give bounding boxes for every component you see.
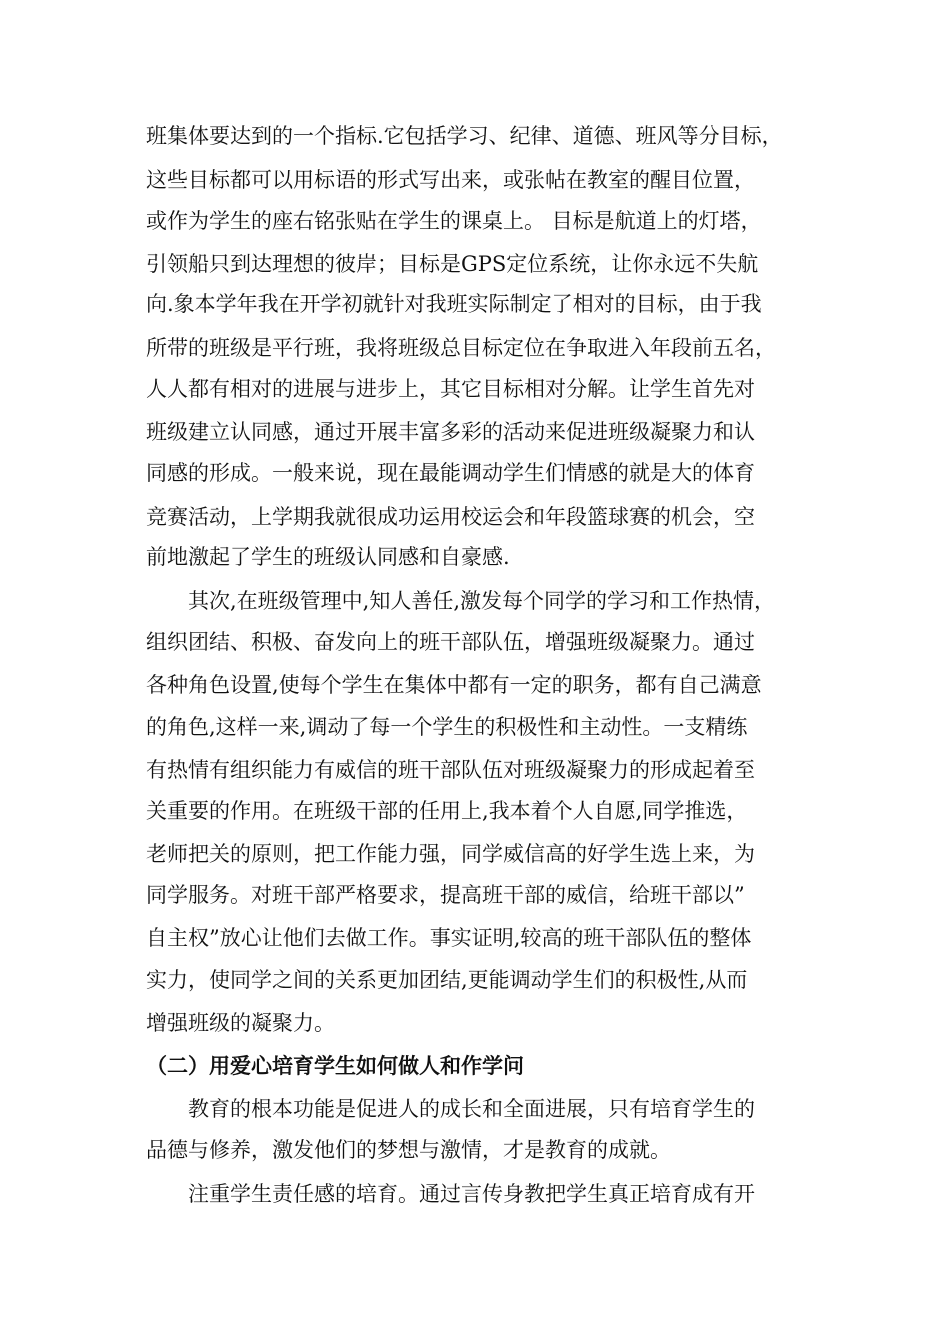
text-line: 同感的形成。一般来说，现在最能调动学生们情感的就是大的体育: [146, 461, 755, 485]
text-line: 班级建立认同感，通过开展丰富多彩的活动来促进班级凝聚力和认: [146, 420, 755, 444]
text-line: 这些目标都可以用标语的形式写出来，或张帖在教室的醒目位置，: [146, 168, 755, 192]
text-line: 有热情有组织能力有威信的班干部队伍对班级凝聚力的形成起着至: [146, 758, 755, 782]
text-line: 教育的根本功能是促进人的成长和全面进展，只有培育学生的: [188, 1097, 755, 1121]
section-heading: （二）用爱心培育学生如何做人和作学问: [146, 1054, 524, 1078]
text-line: 前地激起了学生的班级认同感和自豪感.: [146, 545, 510, 569]
text-line: 竞赛活动，上学期我就很成功运用校运会和年段篮球赛的机会，空: [146, 505, 755, 529]
text-line: 增强班级的凝聚力。: [146, 1011, 335, 1035]
text-line: 老师把关的原则，把工作能力强，同学威信高的好学生选上来，为: [146, 842, 755, 866]
text-line: 人人都有相对的进展与进步上，其它目标相对分解。让学生首先对: [146, 377, 755, 401]
text-line: 品德与修养，激发他们的梦想与激情，才是教育的成就。: [146, 1138, 671, 1162]
text-line: 注重学生责任感的培育。通过言传身教把学生真正培育成有开: [188, 1182, 755, 1206]
text-line: 其次,在班级管理中,知人善任,激发每个同学的学习和工作热情，: [188, 589, 776, 613]
text-line: 组织团结、积极、奋发向上的班干部队伍，增强班级凝聚力。通过: [146, 630, 755, 654]
text-line: 自主权”放心让他们去做工作。事实证明,较高的班干部队伍的整体: [146, 926, 752, 950]
text-line: 或作为学生的座右铭张贴在学生的课桌上。 目标是航道上的灯塔，: [146, 209, 762, 233]
text-line: 关重要的作用。在班级干部的任用上,我本着个人自愿,同学推选，: [146, 799, 748, 823]
text-line: 的角色,这样一来,调动了每一个学生的积极性和主动性。一支精练: [146, 715, 748, 739]
text-line: 各种角色设置,使每个学生在集体中都有一定的职务，都有自己满意: [146, 673, 762, 697]
text-line: 所带的班级是平行班，我将班级总目标定位在争取进入年段前五名，: [146, 336, 776, 360]
text-line: 实力，使同学之间的关系更加团结,更能调动学生们的积极性,从而: [146, 968, 748, 992]
text-line: 向.象本学年我在开学初就针对我班实际制定了相对的目标，由于我: [146, 292, 762, 316]
text-line: 引领船只到达理想的彼岸；目标是GPS定位系统，让你永远不失航: [146, 252, 759, 276]
text-line: 班集体要达到的一个指标.它包括学习、纪律、道德、班风等分目标，: [146, 124, 783, 148]
text-line: 同学服务。对班干部严格要求，提高班干部的威信，给班干部以”: [146, 883, 745, 907]
